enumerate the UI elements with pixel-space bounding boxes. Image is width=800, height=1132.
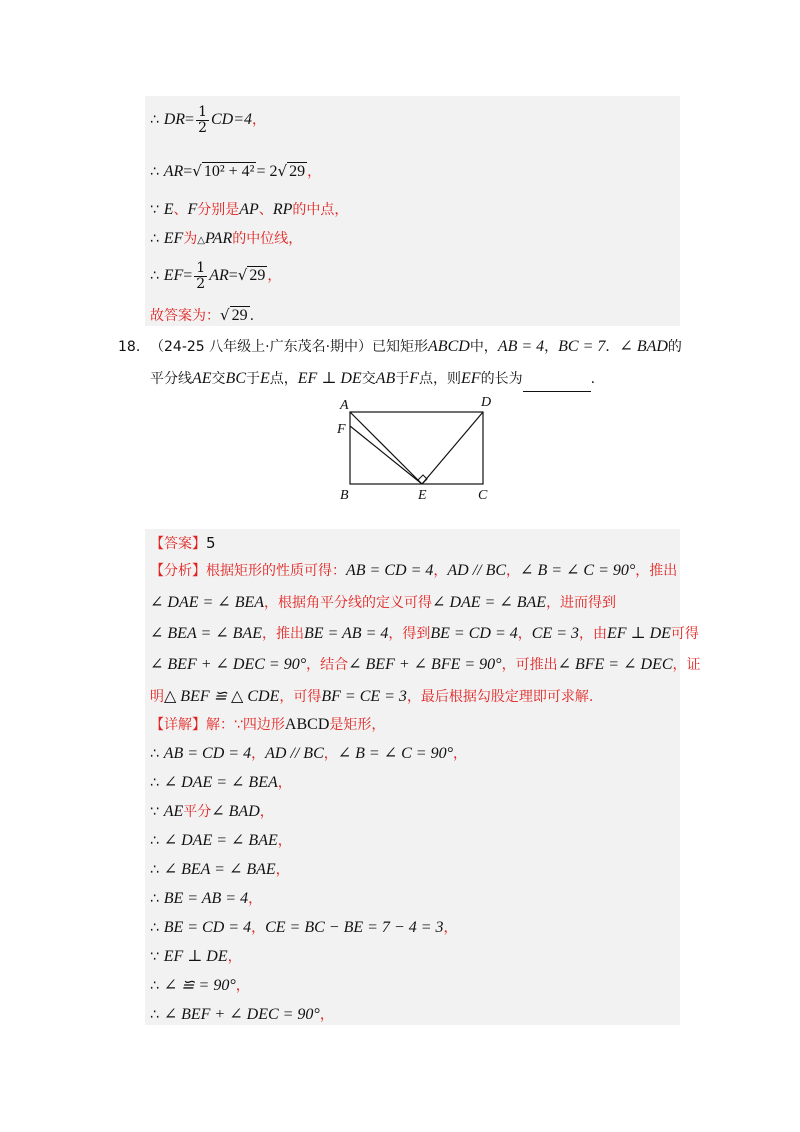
- radical-icon: √: [237, 266, 248, 284]
- label-f: F: [337, 422, 346, 437]
- detail-line-5: ∴ ∠ BEA = ∠ BAE，: [150, 861, 290, 878]
- rectangle-figure: [330, 392, 510, 504]
- prev-line-1: ∴ DR= $\frac{1}{2}$ CD=4，: [150, 103, 267, 136]
- prev-line-4: ∴ EF为△PAR的中位线，: [150, 230, 303, 247]
- label-c: C: [478, 488, 488, 503]
- detail-line-4: ∴ ∠ DAE = ∠ BAE，: [150, 832, 292, 849]
- problem-line-1: （24-25 八年级上·广东茂名·期中）已知矩形ABCD中，AB = 4，BC = 7．∠ BAD的: [150, 338, 682, 355]
- segment-de: [422, 412, 483, 484]
- detail-line-8: ∵ EF ⊥ DE，: [150, 948, 242, 965]
- label-e: E: [418, 488, 427, 503]
- prev-answer-line: 故答案为：√ 29 .: [150, 306, 255, 324]
- problem-number: 18.: [118, 339, 141, 355]
- fraction: $\frac{1}{2}$: [196, 259, 206, 292]
- analysis-line-4: ∠ BEF + ∠ DEC = 90°，结合∠ BEF + ∠ BFE = 90°，可推出∠ BFE = ∠ DEC，证: [150, 656, 701, 673]
- detail-line-6: ∴ BE = AB = 4，: [150, 890, 263, 907]
- prev-line-5: ∴ EF= $\frac{1}{2}$ AR=√ 29 ，: [150, 259, 282, 292]
- analysis-line-1: 【分析】根据矩形的性质可得：AB = CD = 4，AD // BC，∠ B = ∠ C = 90°，推出: [150, 562, 678, 579]
- rectangle-abcd: [350, 412, 483, 484]
- answer-blank: [523, 375, 591, 392]
- fraction: $\frac{1}{2}$: [198, 103, 207, 136]
- segment-fe: [350, 426, 422, 484]
- label-b: B: [340, 488, 349, 503]
- radical-icon: √: [220, 306, 230, 324]
- analysis-line-3: ∠ BEA = ∠ BAE，推出BE = AB = 4，得到BE = CD = 4，CE = 3，由EF ⊥ DE可得: [150, 625, 699, 642]
- prev-line-2: ∴ AR=√ 10² + 4² = 2√ 29 ，: [150, 162, 322, 180]
- detail-intro: 【详解】解：∵四边形ABCD是矩形，: [150, 716, 386, 733]
- label-d: D: [481, 395, 492, 410]
- detail-line-3: ∵ AE平分∠ BAD，: [150, 803, 274, 820]
- detail-line-9: ∴ ∠ ≌ = 90°，: [150, 977, 250, 994]
- label-a: A: [340, 398, 349, 413]
- detail-line-10: ∴ ∠ BEF + ∠ DEC = 90°，: [150, 1006, 334, 1023]
- prev-line-3: ∵ E、F分别是AP、RP的中点，: [150, 201, 349, 218]
- detail-line-7: ∴ BE = CD = 4，CE = BC − BE = 7 − 4 = 3，: [150, 919, 458, 936]
- detail-line-1: ∴ AB = CD = 4，AD // BC，∠ B = ∠ C = 90°，: [150, 745, 467, 762]
- detail-line-2: ∴ ∠ DAE = ∠ BEA，: [150, 774, 292, 791]
- problem-line-2: 平分线AE交BC于E点，EF ⊥ DE交AB于F点，则EF的长为 .: [150, 365, 595, 391]
- analysis-line-5: 明△ BEF ≌ △ CDE，可得BF = CE = 3，最后根据勾股定理即可求解.: [150, 688, 594, 705]
- segment-ae: [350, 412, 422, 484]
- answer-line: 【答案】5: [150, 534, 216, 552]
- radical-icon: √: [277, 162, 288, 180]
- radical-icon: √: [192, 162, 202, 180]
- analysis-line-2: ∠ DAE = ∠ BEA，根据角平分线的定义可得∠ DAE = ∠ BAE，进而得到: [150, 594, 617, 611]
